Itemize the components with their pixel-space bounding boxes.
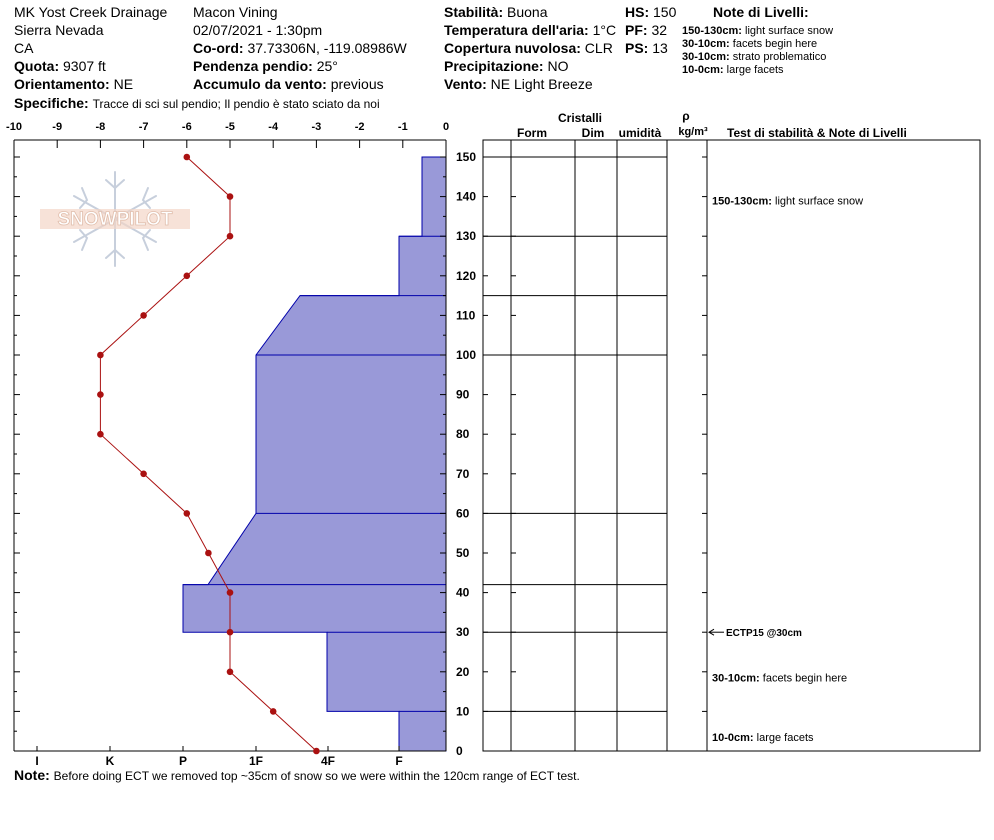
- coord-label: Co-ord:: [193, 40, 244, 56]
- precip-value: NO: [547, 58, 569, 74]
- precip-label: Precipitazione:: [444, 58, 544, 74]
- pf-value: 32: [651, 22, 668, 38]
- slope-label: Pendenza pendio:: [193, 58, 313, 74]
- layer-note-text: large facets: [726, 64, 784, 76]
- col-umidita: umidità: [618, 126, 662, 140]
- hardness-tick-label: 1F: [248, 754, 264, 768]
- stability-value: Buona: [507, 4, 548, 20]
- depth-tick-label: 120: [456, 268, 477, 283]
- air-temp-value: 1°C: [592, 22, 617, 38]
- layer-note-range: 150-130cm:: [682, 25, 742, 37]
- hardness-tick-label: I: [35, 754, 39, 768]
- right-layer-note: [712, 732, 814, 744]
- ps-value: 13: [652, 40, 668, 56]
- layer-note-range: 30-10cm:: [682, 38, 730, 50]
- col-cristalli: Cristalli: [557, 111, 603, 125]
- layer-note-range: 30-10cm:: [682, 51, 730, 63]
- datetime: 02/07/2021 - 1:30pm: [193, 22, 323, 38]
- temp-tick-label: -1: [397, 121, 408, 133]
- col-dim: Dim: [581, 126, 605, 140]
- hardness-tick-label: P: [178, 754, 188, 768]
- depth-tick-label: 30: [456, 625, 470, 640]
- temp-tick-label: -3: [311, 121, 322, 133]
- right-layer-note: [712, 196, 863, 208]
- hs-label: HS:: [625, 4, 650, 20]
- temperature-point: [205, 550, 212, 557]
- temperature-point: [227, 669, 234, 676]
- temperature-point: [313, 748, 320, 755]
- right-layer-note-range: 10-0cm:: [712, 732, 757, 745]
- temperature-point: [270, 708, 277, 715]
- note-label: Note:: [14, 767, 50, 783]
- depth-tick-label: 130: [456, 229, 477, 244]
- depth-tick-label: 80: [456, 427, 470, 442]
- depth-tick-label: 100: [456, 348, 477, 362]
- stability-test-label: ECTP15 @30cm: [726, 628, 802, 640]
- temperature-point: [97, 431, 104, 438]
- layer-notes-title: Note di Livelli:: [713, 4, 809, 20]
- footer-note: [14, 767, 580, 783]
- wind-value: NE Light Breeze: [490, 76, 593, 92]
- temp-tick-label: -10: [6, 121, 22, 133]
- specifics-value: Tracce di sci sul pendio; Il pendio è stato sciato da noi: [92, 97, 380, 111]
- temp-tick-label: -9: [52, 121, 63, 133]
- temp-tick-label: -7: [138, 121, 149, 133]
- temp-tick-label: -4: [268, 121, 279, 133]
- right-layer-note-text: facets begin here: [762, 672, 848, 685]
- note-text: Before doing ECT we removed top ~35cm of snow so we were within the 120cm range of ECT test.: [53, 769, 580, 783]
- hardness-tick-label: K: [105, 754, 115, 768]
- right-layer-note-range: 30-10cm:: [712, 672, 763, 685]
- stability-label: Stabilità:: [444, 4, 504, 20]
- temp-tick-label: 0: [442, 121, 450, 133]
- right-layer-note: [712, 673, 847, 685]
- pf-label: PF:: [625, 22, 648, 38]
- state: CA: [14, 40, 34, 56]
- snowpilot-logo: [40, 172, 190, 266]
- temperature-point: [227, 193, 234, 200]
- wind-loading-label: Accumulo da vento:: [193, 76, 327, 92]
- layer-note-text: light surface snow: [745, 25, 834, 37]
- right-layer-note-text: light surface snow: [775, 195, 864, 208]
- temperature-point: [97, 391, 104, 398]
- aspect-label: Orientamento:: [14, 76, 110, 92]
- temperature-point: [184, 273, 191, 280]
- aspect-value: NE: [113, 76, 134, 92]
- col-stability: Test di stabilità & Note di Livelli: [727, 126, 907, 140]
- depth-tick-label: 60: [456, 506, 470, 521]
- temperature-point: [184, 510, 191, 517]
- elevation-label: Quota:: [14, 58, 60, 74]
- layer-note-range: 10-0cm:: [682, 64, 724, 76]
- coord-value: 37.73306N, -119.08986W: [247, 40, 407, 56]
- right-layer-note-text: large facets: [756, 732, 814, 745]
- cloud-label: Copertura nuvolosa:: [444, 40, 581, 56]
- air-temp-label: Temperatura dell'aria:: [444, 22, 589, 38]
- location: MK Yost Creek Drainage: [14, 4, 168, 20]
- temperature-point: [227, 629, 234, 636]
- observer: Macon Vining: [193, 4, 278, 20]
- depth-tick-label: 140: [456, 189, 477, 204]
- depth-tick-label: 50: [456, 546, 470, 560]
- temp-tick-label: -8: [95, 121, 106, 133]
- depth-tick-label: 10: [456, 704, 470, 719]
- temperature-point: [227, 589, 234, 596]
- hardness-tick-label: 4F: [320, 754, 336, 768]
- temp-tick-label: -5: [225, 121, 235, 133]
- temperature-point: [227, 233, 234, 240]
- depth-tick-label: 40: [456, 585, 470, 600]
- temperature-point: [140, 312, 147, 319]
- depth-tick-label: 20: [456, 664, 470, 679]
- depth-tick-label: 150: [456, 150, 477, 164]
- layer-note-text: strato problematico: [732, 51, 827, 63]
- depth-tick-label: 110: [456, 308, 476, 323]
- depth-tick-label: 0: [456, 744, 463, 758]
- right-layer-note-range: 150-130cm:: [712, 195, 775, 208]
- layer-table: [483, 140, 980, 751]
- hardness-area: [183, 157, 446, 751]
- temp-tick-label: -6: [181, 121, 192, 133]
- temperature-point: [97, 352, 104, 359]
- hardness-tick-label: F: [395, 754, 403, 768]
- specifics-label: Specifiche:: [14, 95, 89, 111]
- cloud-value: CLR: [584, 40, 613, 56]
- depth-tick-label: 70: [456, 466, 470, 481]
- temp-tick-label: -2: [354, 121, 365, 133]
- elevation-value: 9307 ft: [63, 58, 106, 74]
- wind-loading-value: previous: [330, 76, 384, 92]
- ps-label: PS:: [625, 40, 649, 56]
- hs-value: 150: [653, 4, 677, 20]
- wind-label: Vento:: [444, 76, 487, 92]
- col-density-unit: kg/m³: [678, 126, 708, 138]
- logo-text: SNOWPILOT: [57, 209, 173, 230]
- mountain-range: Sierra Nevada: [14, 22, 104, 38]
- temperature-point: [140, 471, 147, 478]
- hardness-profile: [183, 157, 446, 751]
- temperature-point: [184, 154, 191, 161]
- table-frame: [483, 140, 980, 751]
- col-form: Form: [517, 126, 547, 140]
- slope-value: 25°: [316, 58, 338, 74]
- depth-tick-label: 90: [456, 387, 470, 402]
- col-rho: ρ: [682, 109, 690, 123]
- layer-note-text: facets begin here: [732, 38, 818, 50]
